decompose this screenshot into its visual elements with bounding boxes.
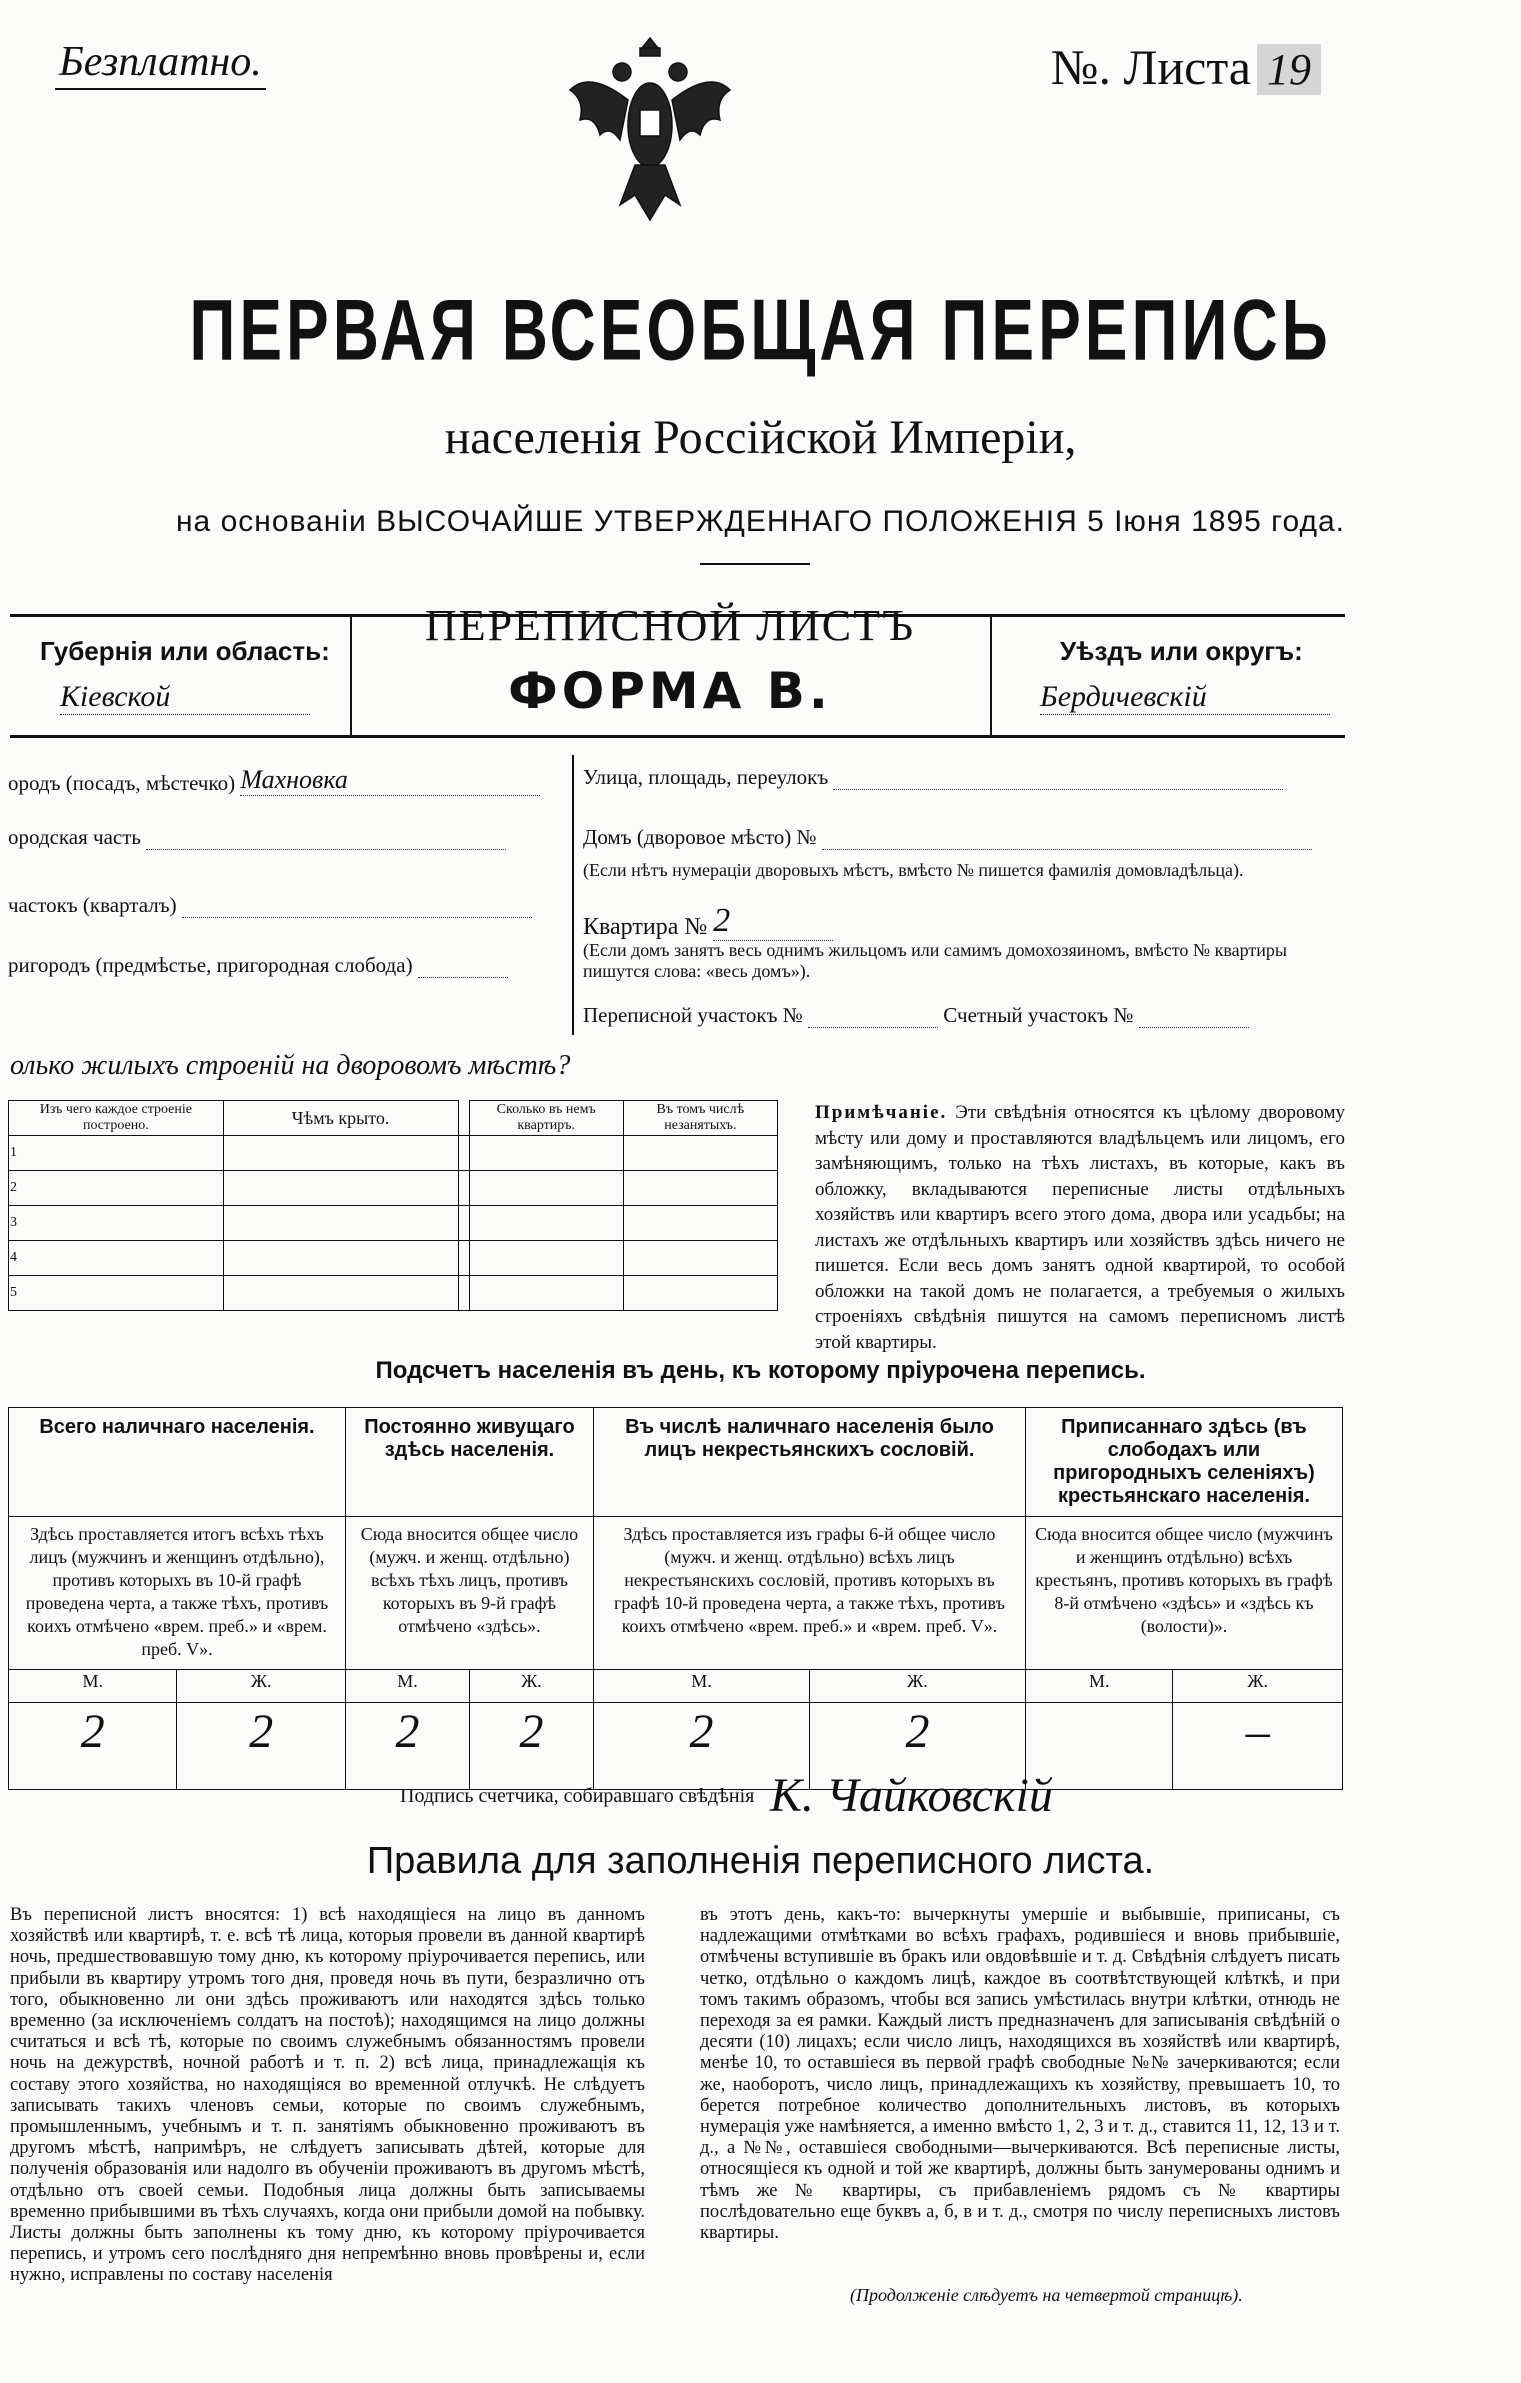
buildings-question: олько жилыхъ строеній на дворовомъ мѣстѣ? (10, 1050, 571, 1081)
ulitsa-label: Улица, площадь, переулокъ (583, 765, 829, 789)
divider (458, 1206, 469, 1241)
divider (458, 1101, 469, 1136)
pop-desc-peasant: Сюда вносится общее число (мужчинъ и женщинъ отдѣльно) всѣхъ крестьянъ, противъ которыхъ въ графѣ 8-й отмѣчено «здѣсь» и «здѣсь къ (волости)». (1025, 1517, 1342, 1670)
signature-label: Подпись счетчика, собиравшаго свѣдѣнія (400, 1785, 755, 1807)
permanent-male-value: 2 (345, 1703, 469, 1790)
uchastok-label: частокъ (кварталъ) (8, 893, 177, 917)
kvartira-note: (Если домъ занятъ весь однимъ жильцомъ или самимъ домохозяиномъ, вмѣсто № квартиры пишутся слова: «весь домъ»). (583, 940, 1287, 981)
perepisnoy-uchastok-label: Переписной участокъ № (583, 1003, 803, 1027)
dom-label: Домъ (дворовое мѣсто) № (583, 825, 817, 849)
table-cell (623, 1206, 777, 1241)
divider (700, 563, 810, 565)
col-material: Изъ чего каждое строеніе построено. (9, 1101, 224, 1136)
divider (458, 1136, 469, 1171)
table-cell (223, 1241, 458, 1276)
female-label: Ж. (177, 1670, 345, 1703)
continued-note: (Продолженіе слѣдуетъ на четвертой страницѣ). (850, 2285, 1243, 2305)
table-cell (623, 1241, 777, 1276)
blank-line (822, 829, 1312, 850)
gorod-label: ородъ (посадъ, мѣстечко) (8, 771, 236, 795)
divider (458, 1171, 469, 1206)
pop-desc-total: Здѣсь проставляется итогъ всѣхъ тѣхъ лицъ (мужчинъ и женщинъ отдѣльно), противъ которыхъ въ 10-й графѣ проведена черта, а также тѣхъ, противъ коихъ отмѣчено «врем. преб.» и «врем. преб. V». (9, 1517, 346, 1670)
sheet-number (1051, 38, 1321, 96)
pop-head-peasant: Приписаннаго здѣсь (въ слободахъ или пригородныхъ селеніяхъ) крестьянскаго населенія. (1025, 1408, 1342, 1517)
sheet-number-label: №. Листа (1050, 39, 1251, 95)
blank-line (146, 829, 506, 850)
pop-head-total: Всего наличнаго населенія. (9, 1408, 346, 1517)
divider (350, 614, 352, 735)
male-label: М. (9, 1670, 177, 1703)
gorodskaya-chast-label: ородская часть (8, 825, 141, 849)
table-row (9, 1206, 778, 1241)
total-female-value: 2 (177, 1703, 345, 1790)
male-label: М. (1025, 1670, 1173, 1703)
rules-left-column: Въ переписной листъ вносятся: 1) всѣ находящіеся на лицо въ данномъ хозяйствѣ или квартирѣ, т. е. всѣ тѣ лица, которыя провели въ данной квартирѣ ночь, предшествовавшую тому дню, къ которому пріурочивается перепись, или прибыли въ квартиру утромъ того дня, проведя ночь въ пути, безразлично отъ того, обыкновенно ли они здѣсь проживаютъ или находятся здѣсь только временно (за исключеніемъ солдатъ на постоѣ); находящимся на лицо должны считаться и всѣ тѣ, которые по своимъ служебнымъ обязанностямъ провели ночь на дежурствѣ, ночной работѣ и т. п. 2) всѣ лица, принадлежащія къ составу этого хозяйства, но находящіяся во временной отлучкѣ. Не слѣдуетъ записывать такихъ членовъ семьи, которые по своимъ служебнымъ, промышленнымъ, учебнымъ и т. п. занятіямъ обыкновенно проживаютъ въ другомъ мѣстѣ, напримѣръ, не слѣдуетъ записывать дѣтей, которые для полученія образованія или надолго въ обученіи проживаютъ въ другомъ мѣстѣ, отдѣльно отъ своей семьи. Подобныя лица должны быть записываемы временно прибывшими въ тѣхъ случаяхъ, когда они прибыли домой на побывку. Листы должны быть заполнены къ тому дню, къ которому пріурочивается перепись, и утромъ сего послѣдняго дня непремѣнно вновь провѣрены и, если нужно, исправлены по составу населенія (10, 1905, 645, 2286)
uezd-value: Бердичевскій (1040, 680, 1330, 715)
table-row (9, 1136, 778, 1171)
kvartira-label: Квартира № (583, 914, 708, 940)
ulitsa-field (583, 765, 1283, 790)
schetny-uchastok-label: Счетный участокъ № (943, 1003, 1134, 1027)
blank-line (418, 957, 508, 978)
pop-head-non-peasant: Въ числѣ наличнаго населенія было лицъ некрестьянскихъ сословій. (593, 1408, 1025, 1517)
non-peasant-female-value: 2 (809, 1703, 1025, 1790)
kvartira-value: 2 (713, 902, 833, 941)
table-cell (223, 1206, 458, 1241)
table-row (9, 1241, 778, 1276)
gorod-field (8, 765, 540, 796)
pop-desc-non-peasant: Здѣсь проставляется изъ графы 6-й общее число (мужч. и женщ. отдѣльно) всѣхъ лицъ некрестьянскихъ сословій, противъ которыхъ въ графѣ 10-й проведена черта, а также тѣхъ, противъ коихъ отмѣчено «врем. преб.» и «врем. преб. V». (593, 1517, 1025, 1670)
male-label: М. (345, 1670, 469, 1703)
pop-desc-permanent: Сюда вносится общее число (мужч. и женщ. отдѣльно) всѣхъ тѣхъ лицъ, противъ которыхъ въ 9-й графѣ отмѣчено «здѣсь». (345, 1517, 593, 1670)
row-number: 4 (9, 1241, 224, 1276)
table-cell (223, 1276, 458, 1311)
blank-line (833, 769, 1283, 790)
table-cell (623, 1171, 777, 1206)
dom-field (583, 825, 1312, 850)
sheet-number-value: 19 (1257, 44, 1321, 95)
table-cell (623, 1136, 777, 1171)
guberniya-value: Кіевской (60, 680, 310, 715)
female-label: Ж. (809, 1670, 1025, 1703)
non-peasant-male-value: 2 (593, 1703, 809, 1790)
table-cell (623, 1276, 777, 1311)
table-cell (469, 1136, 623, 1171)
uezd-label: Уѣздъ или округъ: (1060, 636, 1303, 666)
uchastok-numbers (583, 1003, 1249, 1028)
col-vacant: Въ томъ числѣ незанятыхъ. (623, 1101, 777, 1136)
table-cell (223, 1136, 458, 1171)
row-number: 3 (9, 1206, 224, 1241)
prigorod-label: ригородъ (предмѣстье, пригородная слобода) (8, 953, 413, 977)
col-apartments: Сколько въ немъ квартиръ. (469, 1101, 623, 1136)
permanent-female-value: 2 (469, 1703, 593, 1790)
table-cell (469, 1206, 623, 1241)
blank-line (1139, 1007, 1249, 1028)
census-subtitle: населенія Россійской Имперіи, (444, 411, 1077, 464)
total-male-value: 2 (9, 1703, 177, 1790)
population-count-title: Подсчетъ населенія въ день, къ которому пріурочена перепись. (375, 1357, 1146, 1384)
row-number: 2 (9, 1171, 224, 1206)
blank-line (182, 897, 532, 918)
divider (990, 614, 992, 735)
prigorod-field (8, 953, 508, 978)
rules-right-column: въ этотъ день, какъ-то: вычеркнуты умершіе и выбывшіе, приписаны, съ надлежащими отмѣтками во всѣхъ графахъ, родившіеся и вновь прибывшіе, отмѣчены вступившіе въ бракъ или овдовѣвшіе и т. д. Свѣдѣнія слѣдуетъ писать четко, отдѣльно о каждомъ лицѣ, каждое въ соотвѣтствующей клѣткѣ, и при томъ такимъ образомъ, чтобы вся запись умѣстилась внутри клѣтки, отнюдь не переходя за ея рамки. Каждый листъ предназначенъ для записыванія свѣдѣній о десяти (10) лицахъ; если число лицъ, находящихся въ хозяйствѣ или квартирѣ, менѣе 10, то оставшіеся въ первой графѣ свободные №№ зачеркиваются; если же, наоборотъ, число лицъ, принадлежащихъ къ хозяйству, превышаетъ 10, то берется потребное количество дополнительныхъ листовъ, въ которыхъ нумерація уже намѣняется, а именно вмѣсто 1, 2, 3 и т. д., ставится 11, 12, 13 и т. д., а №№, оставшіеся свободными—вычеркиваются. Всѣ переписные листы, относящіеся къ одной и той же квартирѣ, должны быть занумерованы однимъ и тѣмъ же № квартиры, съ прибавленіемъ рядомъ съ № квартиры послѣдовательно еще буквъ а, б, в и т. д., смотря по числу переписныхъ листовъ квартиры. (700, 1905, 1340, 2244)
double-headed-eagle-emblem (560, 30, 740, 230)
gorod-value: Махновка (240, 765, 540, 796)
pop-head-permanent: Постоянно живущаго здѣсь населенія. (345, 1408, 593, 1517)
uchastok-field (8, 893, 532, 918)
primechanie-note (815, 1100, 1345, 1355)
primechanie-title: Примѣчаніе. (815, 1102, 948, 1123)
form-title: ПЕРЕПИСНОЙ ЛИСТЪ (424, 601, 916, 650)
signature-value: К. Чайковскій (770, 1769, 1053, 1822)
table-cell (469, 1171, 623, 1206)
table-row (9, 1171, 778, 1206)
kvartira-field (583, 902, 833, 941)
female-label: Ж. (1173, 1670, 1343, 1703)
blank-line (808, 1007, 938, 1028)
gorodskaya-chast-field (8, 825, 506, 850)
primechanie-text: Эти свѣдѣнія относятся къ цѣлому дворовому мѣсту или дому и проставляются владѣльцемъ или лицомъ, его замѣняющимъ, только на тѣхъ листахъ, въ которые, какъ въ обложку, вкладываются переписные листы отдѣльныхъ хозяйствъ или квартиръ всего этого дома, двора или усадьбы; на листахъ же отдѣльныхъ квартиръ или хозяйствъ здѣсь ничего не пишется. Если весь домъ занятъ одной квартирой, то особой обложки на такой домъ не полагается, а требуемыя о жилыхъ строеніяхъ свѣдѣнія пишутся на самомъ переписномъ листѣ этой квартиры. (815, 1102, 1345, 1353)
col-roof: Чѣмъ крыто. (223, 1101, 458, 1136)
population-table (8, 1407, 1343, 1790)
table-cell (469, 1276, 623, 1311)
divider (572, 755, 574, 1035)
rules-title: Правила для заполненія переписного листа. (366, 1840, 1155, 1882)
divider (458, 1276, 469, 1311)
table-row (9, 1276, 778, 1311)
table-cell (469, 1241, 623, 1276)
decree-line: на основаніи ВЫСОЧАЙШЕ УТВЕРЖДЕННАГО ПОЛОЖЕНІЯ 5 Іюня 1895 года. (175, 505, 1345, 538)
male-label: М. (593, 1670, 809, 1703)
census-title: ПЕРВАЯ ВСЕОБЩАЯ ПЕРЕПИСЬ (189, 281, 1332, 379)
free-label: Безплатно. (55, 38, 266, 90)
female-label: Ж. (469, 1670, 593, 1703)
form-name: ФОРМА В. (508, 662, 832, 720)
row-number: 1 (9, 1136, 224, 1171)
table-cell (223, 1171, 458, 1206)
row-number: 5 (9, 1276, 224, 1311)
divider (458, 1241, 469, 1276)
peasant-female-value: – (1173, 1703, 1343, 1790)
dom-note: (Если нѣтъ нумераціи дворовыхъ мѣстъ, вмѣсто № пишется фамилія домовладѣльца). (583, 860, 1244, 880)
buildings-table (8, 1100, 778, 1311)
guberniya-label: Губернія или область: (40, 636, 330, 666)
